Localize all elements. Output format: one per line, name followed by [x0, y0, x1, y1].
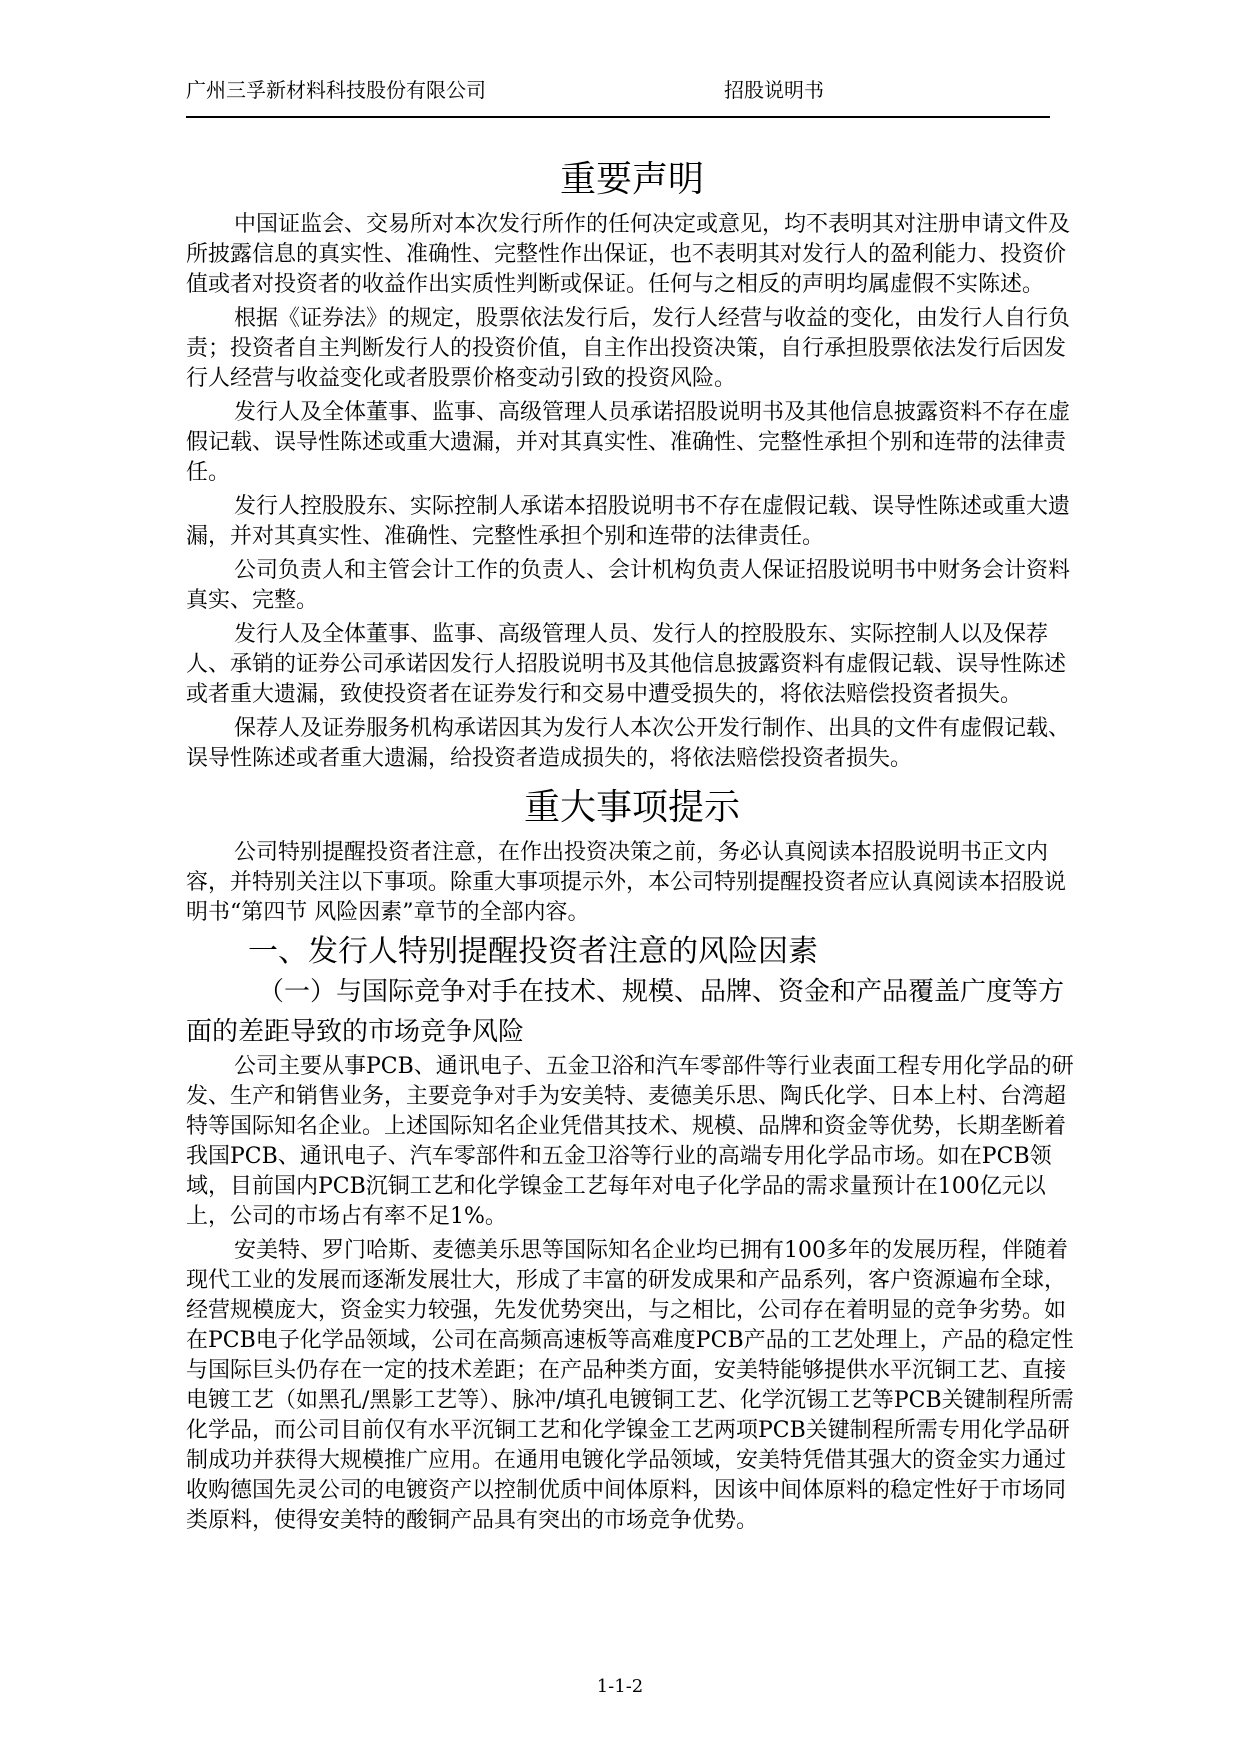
section-title-important-statement: 重要声明: [559, 159, 704, 200]
header-company-name: 广州三孚新材料科技股份有限公司: [186, 78, 486, 102]
statement-paragraph: 中国证监会、交易所对本次发行所作的任何决定或意见，均不表明其对注册申请文件及所披露信息的真实性、准确性、完整性作出保证，也不表明其对发行人的盈利能力、投资价值或者对投资者的收益作出实质性判断或保证。任何与之相反的声明均属虚假不实陈述。: [186, 212, 1071, 297]
statement-paragraph: 根据《证券法》的规定，股票依法发行后，发行人经营与收益的变化，由发行人自行负责；投资者自主判断发行人的投资价值，自主作出投资决策，自行承担股票依法发行后因发行人经营与收益变化或者股票价格变动引致的投资风险。: [186, 306, 1071, 391]
statement-paragraph: 发行人及全体董事、监事、高级管理人员承诺招股说明书及其他信息披露资料不存在虚假记载、误导性陈述或重大遗漏，并对其真实性、准确性、完整性承担个别和连带的法律责任。: [186, 400, 1071, 485]
document-body: [186, 150, 1078, 1540]
risk-factors-heading: 一、发行人特别提醒投资者注意的风险因素: [248, 934, 818, 969]
header-document-type: 招股说明书: [724, 78, 824, 102]
statement-paragraph: 发行人及全体董事、监事、高级管理人员、发行人的控股股东、实际控制人以及保荐人、承销的证券公司承诺因发行人招股说明书及其他信息披露资料有虚假记载、误导性陈述或者重大遗漏，致使投资者在证券发行和交易中遭受损失的，将依法赔偿投资者损失。: [186, 622, 1067, 707]
statement-paragraph: 公司负责人和主管会计工作的负责人、会计机构负责人保证招股说明书中财务会计资料真实、完整。: [186, 558, 1071, 613]
major-matters-intro: 公司特别提醒投资者注意，在作出投资决策之前，务必认真阅读本招股说明书正文内容，并特别关注以下事项。除重大事项提示外，本公司特别提醒投资者应认真阅读本招股说明书“第四节 风险因素”章节的全部内容。: [186, 840, 1067, 925]
risk-paragraph: 公司主要从事PCB、通讯电子、五金卫浴和汽车零部件等行业表面工程专用化学品的研发、生产和销售业务，主要竞争对手为安美特、麦德美乐思、陶氏化学、日本上村、台湾超特等国际知名企业。上述国际知名企业凭借其技术、规模、品牌和资金等优势，长期垄断着我国PCB、通讯电子、汽车零部件和五金卫浴等行业的高端专用化学品市场。如在PCB领域，目前国内PCB沉铜工艺和化学镍金工艺每年对电子化学品的需求量预计在100亿元以上，公司的市场占有率不足1%。: [186, 1054, 1074, 1229]
header-divider: [186, 116, 1050, 118]
statement-paragraph: 保荐人及证券服务机构承诺因其为发行人本次公开发行制作、出具的文件有虚假记载、误导性陈述或者重大遗漏，给投资者造成损失的，将依法赔偿投资者损失。: [186, 716, 1071, 771]
competition-risk-heading: （一）与国际竞争对手在技术、规模、品牌、资金和产品覆盖广度等方面的差距导致的市场竞争风险: [186, 977, 1065, 1047]
page-number: 1-1-2: [596, 1676, 644, 1697]
section-title-major-matters: 重大事项提示: [523, 787, 740, 828]
statement-paragraph: 发行人控股股东、实际控制人承诺本招股说明书不存在虚假记载、误导性陈述或重大遗漏，并对其真实性、准确性、完整性承担个别和连带的法律责任。: [186, 494, 1071, 549]
risk-paragraph: 安美特、罗门哈斯、麦德美乐思等国际知名企业均已拥有100多年的发展历程，伴随着现代工业的发展而逐渐发展壮大，形成了丰富的研发成果和产品系列，客户资源遍布全球，经营规模庞大，资金实力较强，先发优势突出，与之相比，公司存在着明显的竞争劣势。如在PCB电子化学品领域，公司在高频高速板等高难度PCB产品的工艺处理上，产品的稳定性与国际巨头仍存在一定的技术差距；在产品种类方面，安美特能够提供水平沉铜工艺、直接电镀工艺（如黑孔/黑影工艺等）、脉冲/填孔电镀铜工艺、化学沉锡工艺等PCB关键制程所需化学品，而公司目前仅有水平沉铜工艺和化学镍金工艺两项PCB关键制程所需专用化学品研制成功并获得大规模推广应用。在通用电镀化学品领域，安美特凭借其强大的资金实力通过收购德国先灵公司的电镀资产以控制优质中间体原料，因该中间体原料的稳定性好于市场同类原料，使得安美特的酸铜产品具有突出的市场竞争优势。: [186, 1238, 1074, 1533]
